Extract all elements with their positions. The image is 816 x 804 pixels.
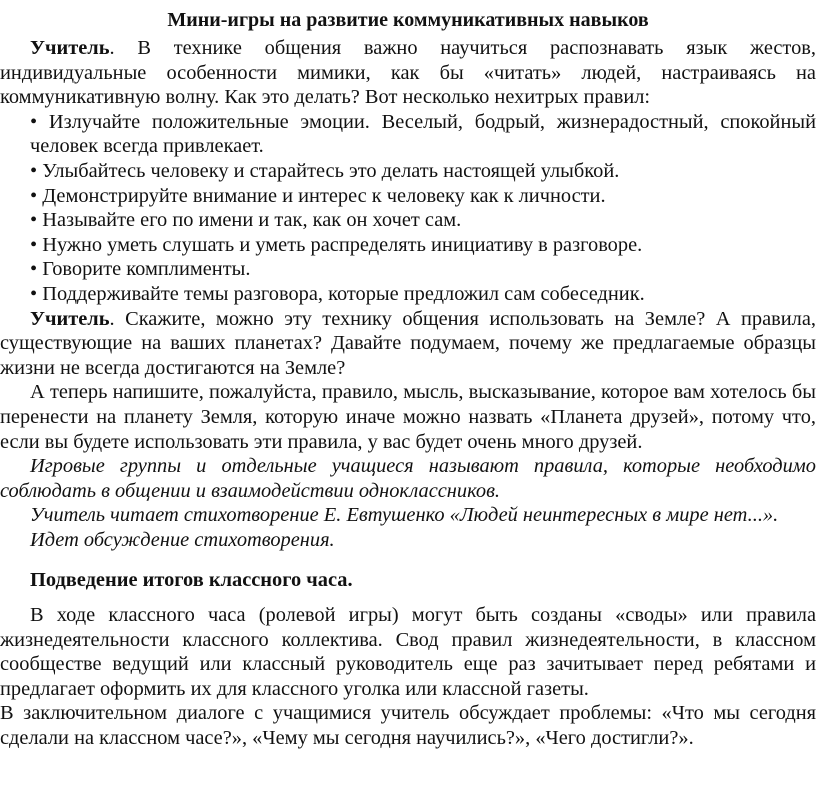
section-heading: Подведение итогов классного часа. [30, 569, 353, 592]
bullet-item: • Демонстрируйте внимание и интерес к человеку как к личности. [30, 184, 606, 207]
paragraph-summary: В ходе классного часа (ролевой игры) могут быть созданы «своды» или правила жизнедеятельности классного коллектива. Свод правил жизнедеятельности, в классном сообществе ведущий или классный руководитель еще раз зачитывает перед ребятами и предлагает оформить их для классного уголка или классной газеты. [0, 604, 816, 700]
bullet-item: • Называйте его по имени и так, как он хочет сам. [30, 209, 462, 232]
paragraph-closing: В заключительном диалоге с учащимися учитель обсуждает проблемы: «Что мы сегодня сделали на классном часе?», «Чему мы сегодня научились?», «Чего достигли?». [0, 702, 816, 750]
italic-note-discussion: Идет обсуждение стихотворения. [30, 528, 335, 551]
document-title: Мини-игры на развитие коммуникативных навыков [167, 9, 649, 31]
paragraph-question [0, 307, 816, 381]
paragraph-intro [0, 36, 816, 110]
bullet-item: • Излучайте положительные эмоции. Веселый, бодрый, жизнерадостный, спокойный человек всегда привлекает. [30, 110, 816, 158]
paragraph-text: . Скажите, можно эту технику общения использовать на Земле? А правила, существующие на ваших планетах? Давайте подумаем, почему же предлагаемые образцы жизни не всегда достигаются на Земле? [0, 307, 816, 379]
speaker-label: Учитель [30, 307, 110, 330]
italic-note-poem: Учитель читает стихотворение Е. Евтушенко «Людей неинтересных в мире нет...». [30, 504, 779, 527]
paragraph-text: . В технике общения важно научиться распознавать язык жестов, индивидуальные особенности мимики, как бы «читать» людей, настраиваясь на коммуникативную волну. Как это делать? Вот несколько нехитрых правил: [0, 37, 816, 109]
speaker-label: Учитель [30, 37, 110, 59]
italic-note-groups: Игровые группы и отдельные учащиеся называют правила, которые необходимо соблюдать в общении и взаимодействии одноклассников. [0, 455, 816, 502]
paragraph-task: А теперь напишите, пожалуйста, правило, мысль, высказывание, которое вам хотелось бы перенести на планету Земля, которую иначе можно назвать «Планета друзей», потому что, если вы будете использовать эти правила, у вас будет очень много друзей. [0, 381, 816, 453]
bullet-item: • Поддерживайте темы разговора, которые предложил сам собеседник. [30, 282, 645, 305]
bullet-item: • Говорите комплименты. [30, 258, 251, 281]
bullet-item: • Улыбайтесь человеку и старайтесь это делать настоящей улыбкой. [30, 159, 620, 182]
bullet-item: • Нужно уметь слушать и уметь распределять инициативу в разговоре. [30, 233, 643, 256]
